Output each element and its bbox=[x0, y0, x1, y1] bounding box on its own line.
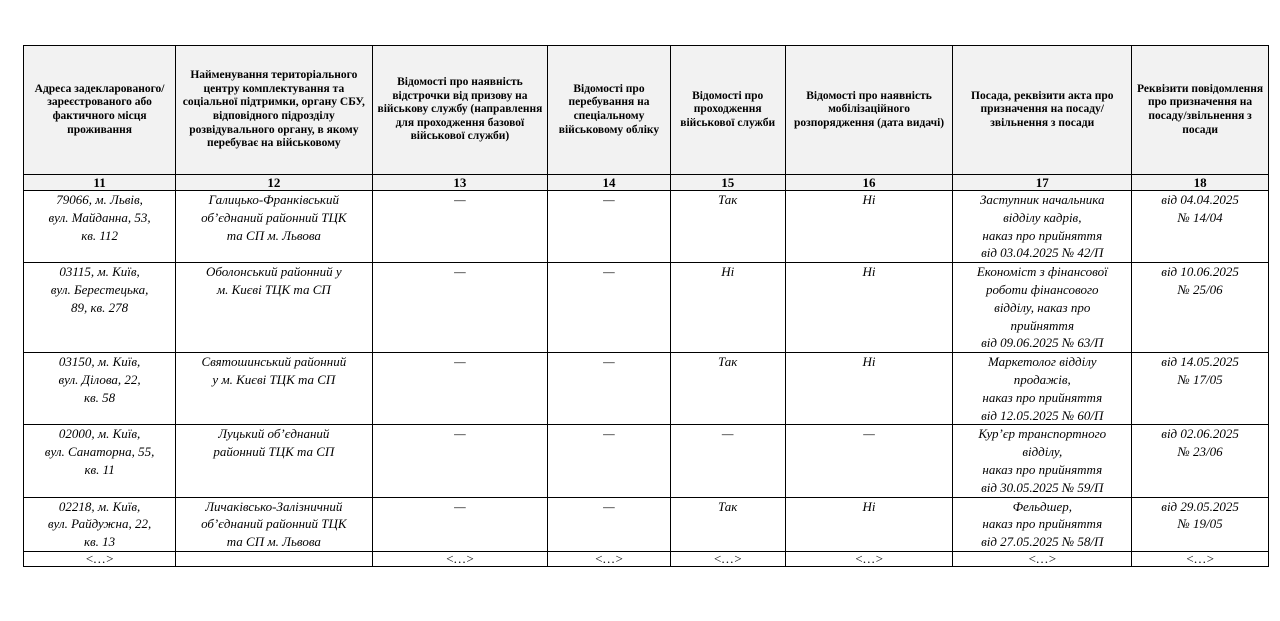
ellipsis-cell: <…> bbox=[548, 551, 670, 566]
table-row bbox=[24, 263, 1269, 353]
cell-address bbox=[24, 353, 176, 425]
ellipsis-cell: <…> bbox=[785, 551, 953, 566]
cell-address bbox=[24, 263, 176, 353]
header-position: Посада, реквізити акта про призначення на посаду/звільнення з посади bbox=[953, 46, 1132, 175]
cell-line: м. Києві ТЦК та СП bbox=[216, 281, 331, 297]
cell-special-registration: — bbox=[548, 353, 670, 425]
cell-line: кв. 58 bbox=[83, 389, 116, 405]
cell-line: Галицько-Франківський bbox=[208, 192, 340, 207]
cell-line: 03150, м. Київ, bbox=[58, 354, 141, 370]
cell-line: у м. Києві ТЦК та СП bbox=[212, 371, 336, 387]
header-deferral: Відомості про наявність відстрочки від призову на військову службу (направлення для проходження базової військової служби) bbox=[372, 46, 548, 175]
cell-line: від 27.05.2025 № 58/П bbox=[981, 534, 1104, 550]
cell-notice bbox=[1132, 425, 1269, 497]
cell-line: вул. Райдужна, 22, bbox=[47, 516, 152, 532]
cell-line: від 10.06.2025 bbox=[1161, 264, 1239, 280]
cell-line: Фельдшер, bbox=[1012, 498, 1072, 514]
header-military-service: Відомості про проходження військової служби bbox=[670, 46, 785, 175]
cell-deferral: — bbox=[372, 263, 548, 353]
cell-tck bbox=[176, 425, 372, 497]
register-table bbox=[23, 45, 1269, 567]
cell-notice bbox=[1132, 353, 1269, 425]
column-number: 16 bbox=[785, 175, 953, 191]
ellipsis-cell: <…> bbox=[953, 551, 1132, 566]
cell-line: від 02.06.2025 bbox=[1161, 426, 1239, 442]
cell-line: Маркетолог відділу bbox=[988, 354, 1097, 370]
cell-tck bbox=[176, 263, 372, 353]
cell-line: № 23/06 bbox=[1177, 444, 1223, 460]
cell-line: відділу кадрів, bbox=[1003, 209, 1082, 225]
header-notice: Реквізити повідомлення про призначення на посаду/звільнення з посади bbox=[1132, 46, 1269, 175]
cell-special-registration: — bbox=[548, 263, 670, 353]
cell-address bbox=[24, 425, 176, 497]
column-number: 12 bbox=[176, 175, 372, 191]
cell-line: 03115, м. Київ, bbox=[59, 264, 140, 280]
header-address: Адреса задекларованого/зареєстрованого або фактичного місця проживання bbox=[24, 46, 176, 175]
cell-deferral: — bbox=[372, 353, 548, 425]
cell-line: кв. 11 bbox=[84, 461, 115, 477]
cell-tck bbox=[176, 353, 372, 425]
cell-special-registration: — bbox=[548, 497, 670, 551]
cell-line: прийняття bbox=[1010, 317, 1074, 333]
cell-line: вул. Берестецька, bbox=[50, 281, 149, 297]
cell-line: № 25/06 bbox=[1177, 281, 1223, 297]
cell-line: 02218, м. Київ, bbox=[58, 498, 141, 514]
cell-address bbox=[24, 191, 176, 263]
cell-line: від 14.05.2025 bbox=[1161, 354, 1239, 370]
cell-line: 02000, м. Київ, bbox=[58, 426, 141, 442]
ellipsis-row bbox=[24, 551, 1269, 566]
cell-line: Личаківсько-Залізничний bbox=[205, 498, 343, 514]
cell-mobilization: — bbox=[785, 425, 953, 497]
cell-line: продажів, bbox=[1013, 371, 1071, 387]
cell-mobilization: Ні bbox=[785, 191, 953, 263]
cell-line: та СП м. Львова bbox=[226, 227, 321, 243]
header-mobilization: Відомості про наявність мобілізаційного розпорядження (дата видачі) bbox=[785, 46, 953, 175]
cell-tck bbox=[176, 191, 372, 263]
cell-military-service: Так bbox=[670, 353, 785, 425]
cell-deferral: — bbox=[372, 497, 548, 551]
column-number: 15 bbox=[670, 175, 785, 191]
cell-line: наказ про прийняття bbox=[982, 516, 1103, 532]
cell-line: наказ про прийняття bbox=[982, 389, 1103, 405]
cell-line: вул. Санаторна, 55, bbox=[44, 444, 155, 460]
cell-address bbox=[24, 497, 176, 551]
cell-position bbox=[953, 497, 1132, 551]
cell-mobilization: Ні bbox=[785, 497, 953, 551]
cell-line: Економіст з фінансової bbox=[976, 264, 1108, 280]
header-row bbox=[24, 46, 1269, 175]
cell-tck bbox=[176, 497, 372, 551]
cell-line: кв. 112 bbox=[81, 227, 118, 243]
cell-notice bbox=[1132, 263, 1269, 353]
cell-line: відділу, bbox=[1022, 444, 1063, 460]
cell-line: об’єднаний районний ТЦК bbox=[201, 516, 347, 532]
cell-line: наказ про прийняття bbox=[982, 227, 1103, 243]
column-number-row bbox=[24, 175, 1269, 191]
cell-military-service: — bbox=[670, 425, 785, 497]
ellipsis-cell: <…> bbox=[670, 551, 785, 566]
cell-military-service: Так bbox=[670, 497, 785, 551]
column-number: 18 bbox=[1132, 175, 1269, 191]
cell-line: № 14/04 bbox=[1177, 209, 1223, 225]
cell-line: Луцький об’єднаний bbox=[218, 426, 330, 442]
column-number: 11 bbox=[24, 175, 176, 191]
cell-notice bbox=[1132, 497, 1269, 551]
cell-line: Кур’єр транспортного bbox=[978, 426, 1107, 442]
ellipsis-cell: <…> bbox=[1132, 551, 1269, 566]
table-row bbox=[24, 353, 1269, 425]
cell-military-service: Ні bbox=[670, 263, 785, 353]
cell-line: районний ТЦК та СП bbox=[213, 444, 335, 460]
cell-line: об’єднаний районний ТЦК bbox=[201, 209, 347, 225]
cell-position bbox=[953, 353, 1132, 425]
register-sheet bbox=[23, 45, 1269, 567]
cell-line: вул. Ділова, 22, bbox=[58, 371, 141, 387]
cell-line: № 17/05 bbox=[1177, 371, 1223, 387]
ellipsis-cell: <…> bbox=[372, 551, 548, 566]
cell-line: Заступник начальника bbox=[979, 192, 1105, 207]
cell-line: 79066, м. Львів, bbox=[56, 192, 143, 207]
cell-line: від 29.05.2025 bbox=[1161, 498, 1239, 514]
cell-mobilization: Ні bbox=[785, 353, 953, 425]
cell-line: Оболонський районний у bbox=[205, 264, 342, 280]
cell-military-service: Так bbox=[670, 191, 785, 263]
cell-line: кв. 13 bbox=[83, 534, 116, 550]
header-special-registration: Відомості про перебування на спеціальному військовому обліку bbox=[548, 46, 670, 175]
cell-line: вул. Майданна, 53, bbox=[48, 209, 151, 225]
cell-line: від 09.06.2025 № 63/П bbox=[981, 335, 1104, 351]
cell-line: та СП м. Львова bbox=[226, 534, 321, 550]
cell-position bbox=[953, 191, 1132, 263]
column-number: 13 bbox=[372, 175, 548, 191]
cell-line: Святошинський районний bbox=[201, 354, 347, 370]
cell-line: від 04.04.2025 bbox=[1161, 192, 1239, 207]
cell-deferral: — bbox=[372, 191, 548, 263]
table-row bbox=[24, 425, 1269, 497]
cell-mobilization: Ні bbox=[785, 263, 953, 353]
header-tck: Найменування територіального центру комплектування та соціальної підтримки, органу СБУ, відповідного підрозділу розвідувального органу, в якому перебуває на військовому bbox=[176, 46, 372, 175]
table-row bbox=[24, 497, 1269, 551]
cell-special-registration: — bbox=[548, 191, 670, 263]
column-number: 17 bbox=[953, 175, 1132, 191]
cell-deferral: — bbox=[372, 425, 548, 497]
cell-line: від 30.05.2025 № 59/П bbox=[981, 479, 1104, 495]
cell-line: роботи фінансового bbox=[985, 281, 1099, 297]
cell-line: від 03.04.2025 № 42/П bbox=[981, 245, 1104, 261]
cell-notice bbox=[1132, 191, 1269, 263]
cell-line: 89, кв. 278 bbox=[70, 299, 129, 315]
cell-special-registration: — bbox=[548, 425, 670, 497]
cell-line: № 19/05 bbox=[1177, 516, 1223, 532]
table-row bbox=[24, 191, 1269, 263]
cell-line: наказ про прийняття bbox=[982, 461, 1103, 477]
cell-line: відділу, наказ про bbox=[994, 299, 1091, 315]
cell-position bbox=[953, 425, 1132, 497]
ellipsis-cell bbox=[176, 551, 372, 566]
cell-line: від 12.05.2025 № 60/П bbox=[981, 407, 1104, 423]
table-body bbox=[24, 191, 1269, 552]
ellipsis-cell: <…> bbox=[24, 551, 176, 566]
column-number: 14 bbox=[548, 175, 670, 191]
cell-position bbox=[953, 263, 1132, 353]
